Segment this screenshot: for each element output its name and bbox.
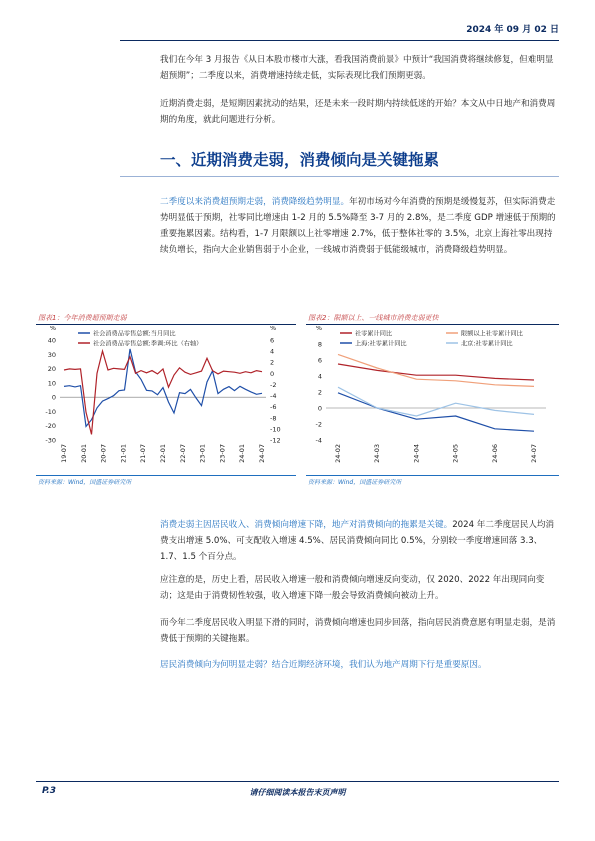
chart2-plot — [306, 326, 559, 476]
chart2-ytick-0: 8 — [317, 340, 322, 349]
chart1-xtick-7: 23-01 — [198, 444, 207, 463]
chart1-ytick-3: 10 — [47, 379, 56, 388]
chart1-ytick-1: 30 — [47, 350, 56, 359]
chart1-title-rule — [36, 324, 296, 325]
chart1-ytick-6: -20 — [45, 422, 56, 431]
chart1-xtick-1: 20-01 — [79, 444, 88, 463]
chart2-xtick-1: 24-03 — [373, 444, 382, 463]
chart1-ytick-7: -30 — [45, 436, 56, 445]
chart1-xtick-4: 21-07 — [139, 444, 148, 463]
chart2-xtick-3: 24-05 — [451, 444, 460, 463]
chart1-xtick-0: 19-07 — [60, 444, 68, 463]
chart1-xtick-10: 24-07 — [258, 444, 266, 463]
header-rule — [120, 40, 559, 41]
chart1-y2tick-3: 0 — [270, 369, 275, 378]
chart2-ytick-2: 4 — [317, 372, 322, 381]
body-paragraph-4 — [160, 657, 560, 673]
chart2-legend-label-2: 上海:社零累计同比 — [355, 340, 407, 348]
chart1-legend-label-1: 社会消费品零售总额:季调:环比（右轴） — [93, 340, 203, 348]
chart1-legend-label-0: 社会消费品零售总额:当月同比 — [93, 330, 176, 338]
chart1-xtick-9: 24-01 — [238, 444, 247, 463]
chart1-y2tick-7: -8 — [270, 414, 277, 423]
chart2-series-line-3 — [338, 387, 534, 416]
body-paragraph-4-highlight: 居民消费倾向为何明显走弱？结合近期经济环境，我们认为地产周期下行是重要原因。 — [160, 660, 487, 670]
intro-paragraph-1: 我们在今年 3 月报告《从日本股市楼市大涨，看我国消费前景》中预计“我国消费将继续修复，但难明显超预期”；二季度以来，消费增速持续走低，实际表现比我们预期更弱。 — [160, 55, 554, 81]
chart1-y2tick-5: -4 — [270, 392, 277, 401]
chart2-legend-label-0: 社零累计同比 — [355, 330, 393, 338]
chart2-title: 图表2：限额以上、一线城市消费走弱更快 — [308, 314, 439, 322]
chart1-xtick-8: 23-07 — [218, 444, 227, 463]
body-paragraph-2-text: 应注意的是，历史上看，居民收入增速一般和消费倾向增速反向变动，仅 2020、2022 年出现同向变动；这是由于消费韧性较强，收入增速下降一般会导致消费倾向被动上升。 — [160, 575, 545, 601]
chart1-ytick-0: 40 — [47, 336, 56, 345]
section-lead-text: 年初市场对今年消费的预期是缓慢复苏，但实际消费走势明显低于预期，社零同比增速由 1-2 月的 5.5%降至 3-7 月的 2.8%，是二季度 GDP 增速低于预期的重要拖累因素。结构看，1-7 月限额以上社零增速 2.7%，低于整体社零的 3.5%，北京上海社零出现持续负增长，指向大企业销售弱于小企业，一线城市消费弱于低能级城市，消费降级趋势明显。 — [160, 197, 556, 255]
body-paragraph-1-highlight: 消费走弱主因居民收入、消费倾向增速下降，地产对消费倾向的拖累是关键。 — [160, 520, 453, 530]
chart1-source-rule — [36, 475, 296, 476]
chart2-container — [306, 313, 559, 488]
body-paragraph-2 — [160, 572, 560, 604]
chart1-container — [36, 313, 296, 488]
chart1-ytick-4: 0 — [51, 393, 56, 402]
section-divider — [120, 176, 559, 177]
body-paragraph-1-text: 2024 年二季度居民人均消费支出增速 5.0%、可支配收入增速 4.5%、居民消费倾向同比 0.5%，分别较一季度增速回落 3.3、1.7、1.5 个百分点。 — [160, 520, 555, 562]
footer-disclaimer: 请仔细阅读本报告末页声明 — [249, 788, 346, 797]
chart1-xtick-6: 22-07 — [178, 444, 187, 463]
chart1-title: 图表1：今年消费超预期走弱 — [38, 314, 127, 322]
chart1-y2tick-0: 6 — [270, 336, 275, 345]
chart1-plot — [36, 326, 296, 476]
intro-paragraph-2: 近期消费走弱，是短期因素扰动的结果，还是未来一段时期内持续低迷的开始？本文从中日地产和消费周期的角度，就此问题进行分析。 — [160, 99, 556, 125]
chart1-y2tick-6: -6 — [270, 403, 277, 412]
chart2-ytick-6: -4 — [315, 436, 322, 445]
body-paragraph-1 — [160, 517, 560, 565]
chart1-source: 资料来源：Wind，国盛证券研究所 — [38, 479, 132, 486]
chart2-series-line-0 — [338, 364, 534, 380]
chart1-y2tick-4: -2 — [270, 380, 277, 389]
chart2-legend-label-1: 限额以上社零累计同比 — [461, 330, 523, 338]
chart2-xtick-5: 24-07 — [530, 444, 538, 463]
chart2-series-line-1 — [338, 354, 534, 386]
chart2-xtick-2: 24-04 — [412, 444, 421, 463]
report-date: 2024 年 09 月 02 日 — [466, 25, 559, 35]
chart1-xtick-2: 20-07 — [99, 444, 108, 463]
chart1-left-unit: % — [49, 326, 56, 332]
chart2-xtick-4: 24-06 — [490, 444, 499, 463]
body-paragraph-3-text: 而今年二季度居民收入明显下滑的同时，消费倾向增速也同步回落，指向居民消费意愿有明显走弱，是消费低于预期的关键拖累。 — [160, 618, 556, 644]
chart2-ytick-5: -2 — [315, 420, 322, 429]
section-lead-paragraph — [160, 194, 560, 258]
chart1-xtick-3: 21-01 — [119, 444, 128, 463]
chart2-ytick-1: 6 — [317, 356, 322, 365]
footer-rule — [36, 781, 559, 782]
section-lead-highlight: 二季度以来消费超预期走弱，消费降级趋势明显。 — [160, 197, 350, 207]
chart2-left-unit: % — [315, 326, 322, 332]
chart2-legend-label-3: 北京:社零累计同比 — [461, 340, 513, 348]
chart1-ytick-2: 20 — [47, 365, 56, 374]
chart1-right-unit: % — [270, 326, 277, 332]
section-title: 一、近期消费走弱，消费倾向是关键拖累 — [160, 150, 440, 169]
chart1-y2tick-9: -12 — [270, 436, 281, 445]
chart2-source: 资料来源：Wind，国盛证券研究所 — [308, 479, 402, 486]
chart2-title-rule — [306, 324, 559, 325]
chart1-y2tick-2: 2 — [270, 358, 275, 367]
chart1-xtick-5: 22-01 — [159, 444, 167, 463]
chart1-y2tick-1: 4 — [270, 347, 275, 356]
chart1-y2tick-8: -10 — [270, 425, 281, 434]
chart2-xtick-0: 24-02 — [334, 444, 342, 463]
chart1-ytick-5: -10 — [45, 407, 56, 416]
chart1-series-line-1 — [64, 351, 262, 434]
body-paragraph-3 — [160, 615, 560, 647]
chart2-ytick-3: 2 — [317, 388, 322, 397]
chart2-ytick-4: 0 — [317, 404, 322, 413]
page-number: P.3 — [42, 786, 56, 796]
chart2-source-rule — [306, 475, 559, 476]
